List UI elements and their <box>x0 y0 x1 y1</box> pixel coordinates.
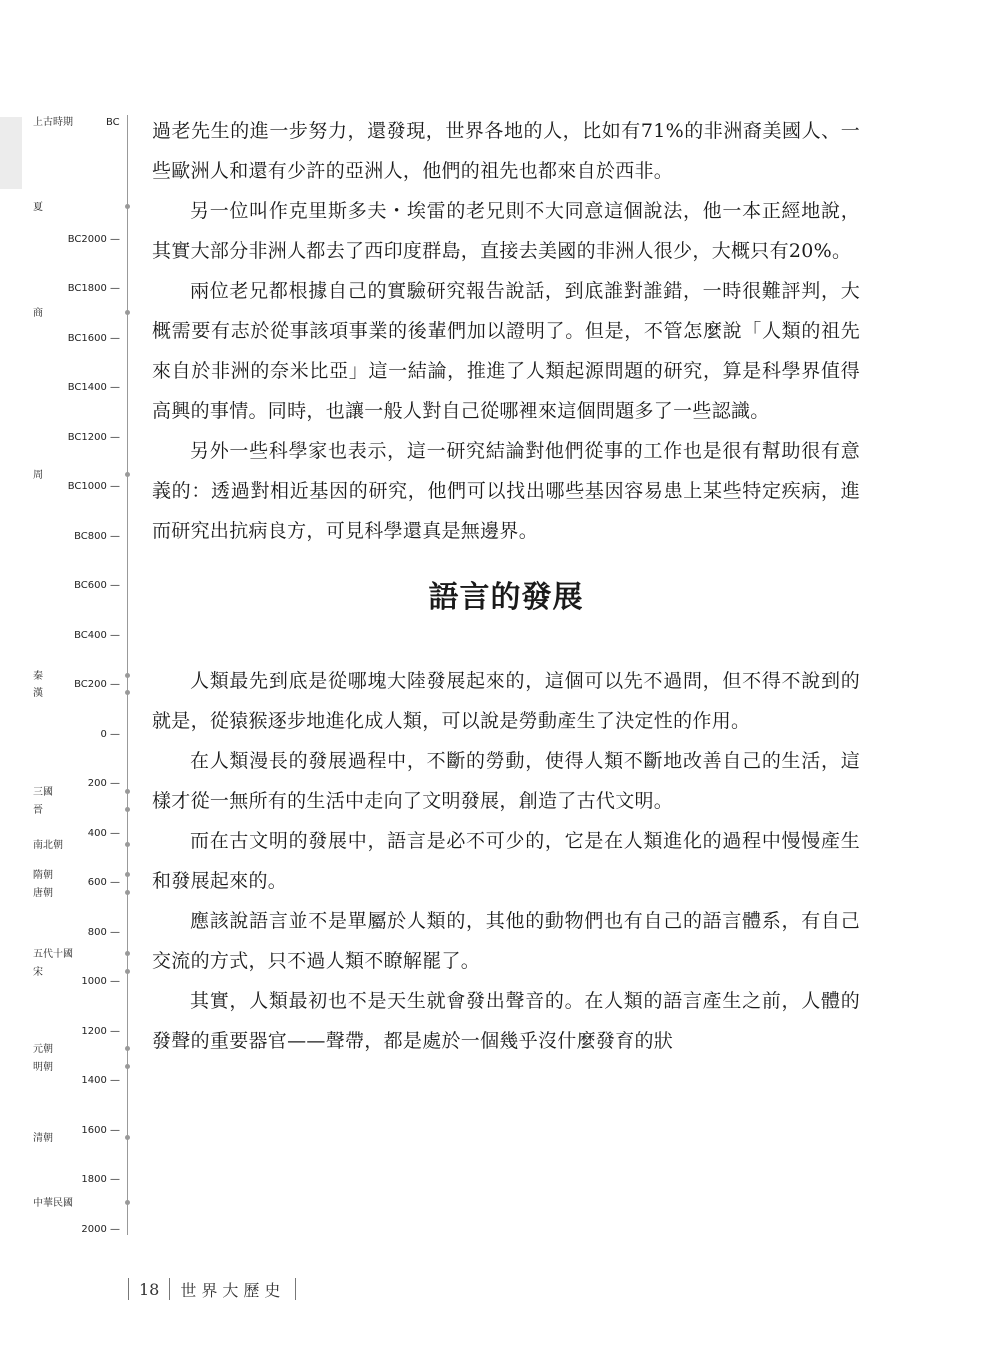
main-text <box>152 111 860 1061</box>
era-marker-dot <box>125 673 130 678</box>
timeline-era: 隋朝 <box>33 870 53 881</box>
timeline-sidebar <box>0 0 140 1353</box>
timeline-era: 元朝 <box>33 1044 53 1055</box>
timeline-tick: 1400 — <box>81 1075 120 1086</box>
body-paragraph: 其實，人類最初也不是天生就會發出聲音的。在人類的語言產生之前，人體的發聲的重要器官——聲帶，都是處於一個幾乎沒什麼發育的狀 <box>152 990 860 1052</box>
era-marker-dot <box>125 310 130 315</box>
body-paragraph: 而在古文明的發展中，語言是必不可少的，它是在人類進化的過程中慢慢產生和發展起來的。 <box>152 830 860 892</box>
page-footer <box>128 1276 306 1302</box>
era-marker-dot <box>125 842 130 847</box>
timeline-tick: 400 — <box>87 828 120 839</box>
timeline-era: 晉 <box>33 805 43 816</box>
timeline-era: 唐朝 <box>33 888 53 899</box>
era-marker-dot <box>125 890 130 895</box>
timeline-era: 宋 <box>33 967 43 978</box>
timeline-tick: BC1000 — <box>67 481 120 492</box>
footer-divider <box>128 1278 129 1300</box>
timeline-era: 清朝 <box>33 1133 53 1144</box>
timeline-tick: BC1600 — <box>67 333 120 344</box>
era-marker-dot <box>125 969 130 974</box>
timeline-era: 南北朝 <box>33 840 63 851</box>
section-heading: 語言的發展 <box>428 580 584 615</box>
era-marker-dot <box>125 1064 130 1069</box>
timeline-tick: BC2000 — <box>67 234 120 245</box>
timeline-tick: BC800 — <box>74 531 120 542</box>
timeline-era: 秦 <box>33 671 43 682</box>
timeline-tick: BC600 — <box>74 580 120 591</box>
body-paragraph: 另一位叫作克里斯多夫・埃雷的老兄則不大同意這個說法，他一本正經地說，其實大部分非洲人都去了西印度群島，直接去美國的非洲人很少，大概只有20%。 <box>152 200 860 262</box>
timeline-era: 夏 <box>33 202 43 213</box>
era-marker-dot <box>125 1135 130 1140</box>
timeline-tick: 1200 — <box>81 1026 120 1037</box>
era-marker-dot <box>125 872 130 877</box>
timeline-era: 三國 <box>33 787 53 798</box>
timeline-era: 上古時期 <box>33 117 73 128</box>
era-marker-dot <box>125 1046 130 1051</box>
timeline-era: 明朝 <box>33 1062 53 1073</box>
body-paragraph: 在人類漫長的發展過程中，不斷的勞動，使得人類不斷地改善自己的生活，這樣才從一無所有的生活中走向了文明發展，創造了古代文明。 <box>152 750 860 812</box>
timeline-era: 商 <box>33 308 43 319</box>
era-marker-dot <box>125 472 130 477</box>
era-marker-dot <box>125 807 130 812</box>
era-marker-dot <box>125 951 130 956</box>
book-title: 世界大歷史 <box>180 1280 286 1300</box>
timeline-tick: 0 — <box>100 729 120 740</box>
body-paragraph: 過老先生的進一步努力，還發現，世界各地的人，比如有71%的非洲裔美國人、一些歐洲人和還有少許的亞洲人，他們的祖先也都來自於西非。 <box>152 120 860 182</box>
body-paragraph: 應該說語言並不是單屬於人類的，其他的動物們也有自己的語言體系，有自己交流的方式，只不過人類不瞭解罷了。 <box>152 910 860 972</box>
timeline-bc-label: BC <box>106 117 120 128</box>
timeline-tick: 1600 — <box>81 1125 120 1136</box>
footer-divider <box>169 1278 170 1300</box>
era-marker-dot <box>125 789 130 794</box>
timeline-tick: 1800 — <box>81 1174 120 1185</box>
timeline-tick: 200 — <box>87 778 120 789</box>
timeline-tick: 2000 — <box>81 1224 120 1235</box>
timeline-tick: BC400 — <box>74 630 120 641</box>
timeline-tick: BC200 — <box>74 679 120 690</box>
era-marker-dot <box>125 690 130 695</box>
body-paragraph: 人類最先到底是從哪塊大陸發展起來的，這個可以先不過問，但不得不說到的就是，從猿猴逐步地進化成人類，可以說是勞動產生了決定性的作用。 <box>152 670 860 732</box>
body-paragraph: 兩位老兄都根據自己的實驗研究報告說話，到底誰對誰錯，一時很難評判，大概需要有志於從事該項事業的後輩們加以證明了。但是，不管怎麼說「人類的祖先來自於非洲的奈米比亞」這一結論，推進了人類起源問題的研究，算是科學界值得高興的事情。同時，也讓一般人對自己從哪裡來這個問題多了一些認識。 <box>152 280 860 422</box>
timeline-tick: 1000 — <box>81 976 120 987</box>
era-marker-dot <box>125 1200 130 1205</box>
timeline-tick: BC1800 — <box>67 283 120 294</box>
timeline-era: 漢 <box>33 688 43 699</box>
page-number: 18 <box>139 1279 160 1299</box>
timeline-tick: 600 — <box>87 877 120 888</box>
timeline-era: 中華民國 <box>33 1198 73 1209</box>
timeline-era: 周 <box>33 470 43 481</box>
timeline-tick: BC1200 — <box>67 432 120 443</box>
body-paragraph: 另外一些科學家也表示，這一研究結論對他們從事的工作也是很有幫助很有意義的：透過對相近基因的研究，他們可以找出哪些基因容易患上某些特定疾病，進而研究出抗病良方，可見科學還真是無邊界。 <box>152 440 860 542</box>
timeline-era: 五代十國 <box>33 949 73 960</box>
timeline-tick: BC1400 — <box>67 382 120 393</box>
timeline-tick: 800 — <box>87 927 120 938</box>
era-marker-dot <box>125 204 130 209</box>
footer-divider <box>295 1278 296 1300</box>
